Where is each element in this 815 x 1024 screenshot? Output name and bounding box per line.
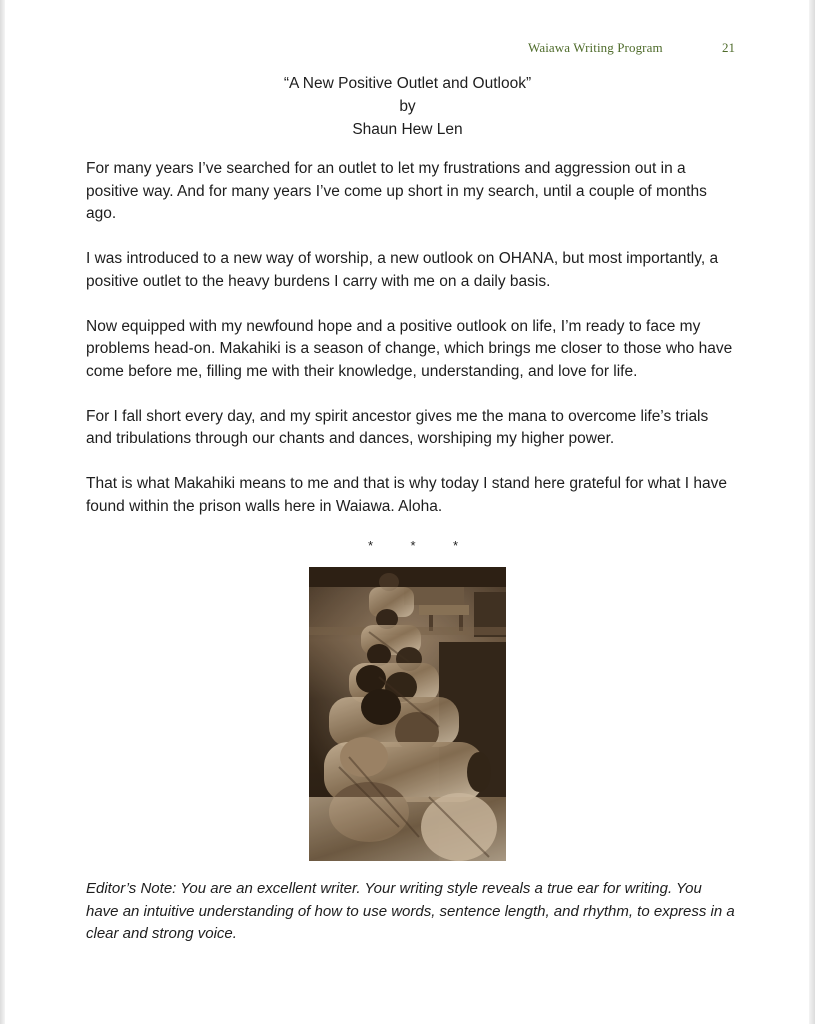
article-author: Shaun Hew Len [352,121,463,138]
page-number: 21 [722,40,735,55]
body-paragraph: For I fall short every day, and my spirit ancestor gives me the mana to overcome life’s trials and tribulations through our chants and dances, worshiping my higher power. [86,407,709,447]
article-body [86,158,736,518]
article-byline: by [399,98,416,115]
page-edge-left [0,0,5,1024]
separator-asterisk: * [452,538,458,553]
separator-asterisk: * [410,538,416,553]
article-title-block [0,72,815,141]
body-paragraph: Now equipped with my newfound hope and a positive outlook on life, I’m ready to face my problems head-on. Makahiki is a season of change, which brings me closer to those who have come before me, filling me with their knowledge, understanding, and love for life. [86,317,733,380]
dancers-photo [309,567,506,861]
body-paragraph: I was introduced to a new way of worship, a new outlook on OHANA, but most importantly, a positive outlet to the heavy burdens I carry with me on a daily basis. [86,250,719,290]
page-edge-right [809,0,815,1024]
editor-note: Editor’s Note: You are an excellent writer. Your writing style reveals a true ear for writing. You have an intuitive understanding of how to use words, sentence length, and rhythm, to express in a clear and strong voice. [86,880,735,942]
body-paragraph: For many years I’ve searched for an outlet to let my frustrations and aggression out in a positive way. And for many years I’ve come up short in my search, until a couple of months ago. [86,160,707,222]
body-paragraph: That is what Makahiki means to me and that is why today I stand here grateful for what I have found within the prison walls here in Waiawa. Aloha. [86,475,727,515]
separator-asterisk: * [368,538,374,553]
running-header-title: Waiawa Writing Program [528,40,663,55]
section-separator [368,538,458,553]
article-title: “A New Positive Outlet and Outlook” [283,75,532,92]
